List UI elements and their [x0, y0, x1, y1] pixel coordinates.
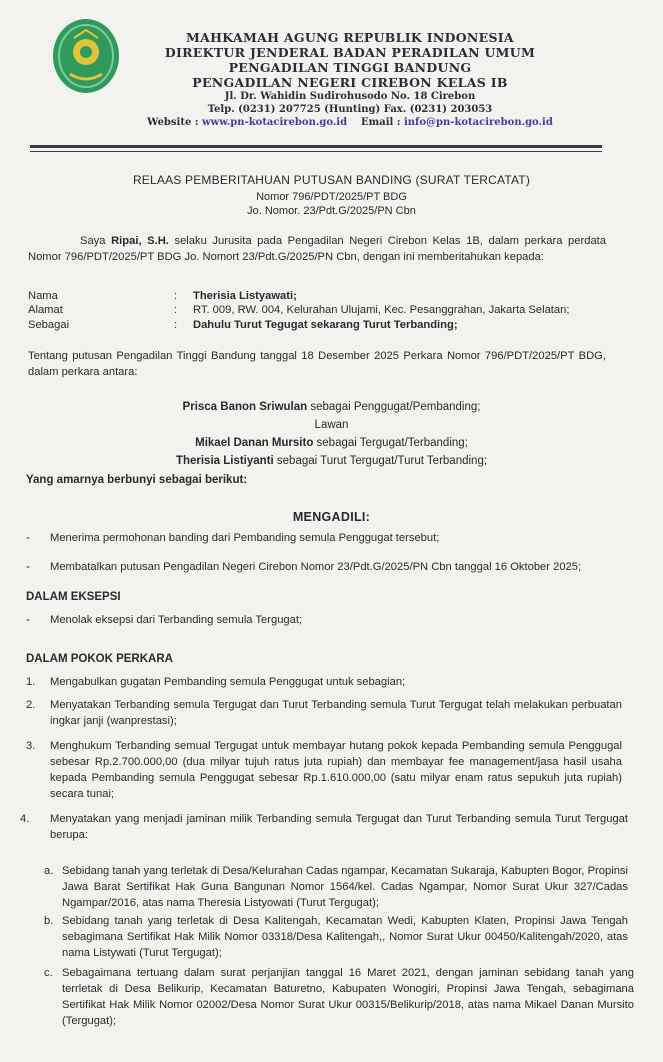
document-title: RELAAS PEMBERITAHUAN PUTUSAN BANDING (SURAT TERCATAT)	[132, 173, 531, 187]
party-2-role: sebagai Tergugat/Terbanding;	[313, 437, 468, 449]
pokok-item-4: Menyatakan yang menjadi jaminan milik Terbanding semula Tergugat dan Turut Terbanding semula Turut Tergugat berupa:	[50, 813, 628, 841]
pokok-item-2: Menyatakan Terbanding semula Tergugat dan Turut Terbanding semula Turut Tergugat telah melakukan perbuatan ingkar janji (wanprestasi);	[50, 699, 622, 727]
field-label: Sebagai	[28, 319, 70, 331]
email-label: Email :	[361, 117, 401, 128]
party-1-role: sebagai Penggugat/Pembanding;	[307, 401, 481, 413]
website-label: Website :	[147, 117, 199, 128]
pokok-num: 1.	[26, 676, 36, 688]
sub-letter: c.	[44, 967, 53, 979]
pokok-num: 3.	[26, 740, 36, 752]
bailiff-name: Ripai, S.H.	[111, 235, 169, 247]
field-value: Therisia Listyawati;	[193, 290, 297, 302]
party-2	[0, 436, 663, 450]
pokok-heading: DALAM POKOK PERKARA	[26, 653, 173, 665]
case-number-jo: Jo. Nomor. 23/Pdt.G/2025/PN Cbn	[247, 205, 416, 217]
email-link[interactable]: info@pn-kotacirebon.go.id	[403, 117, 553, 128]
website-link[interactable]: www.pn-kotacirebon.go.id	[202, 117, 348, 128]
party-3-name: Therisia Listiyanti	[175, 455, 274, 467]
sub-item-c: Sebagaimana tertuang dalam surat perjanjian tanggal 16 Maret 2021, dengan jaminan sebidang tanah yang terrletak di Desa Belikurip, Kecamatan Baturetno, Kabupaten Wonogiri, Propinsi Jawa Tengah, sebagimana Sertifikat Hak Milik Nomor 02002/Desa Nomor Surat Ukur 00315/Belikurip/2018, atas nama Mikael Danan Mursito (Tergugat);	[62, 967, 634, 1027]
header-divider-thick	[30, 145, 602, 148]
letterhead-phone: Telp. (0231) 207725 (Hunting) Fax. (0231) 203053	[207, 104, 493, 115]
pokok-item-3: Menghukum Terbanding semual Tergugat untuk membayar hutang pokok kepada Pembanding semula Penggugal sebesar Rp.2.700.000,00 (dua milyar tujuh ratus juta rupiah) dan membayar fee management/jasa hasil usaha kepada Pembanding semula Penggugat sebesar Rp.1.610.000,00 (satu milyar enam ratus sepukuh juta rupiah) secara tunai;	[50, 740, 622, 800]
amar-heading: Yang amarnya berbunyi sebagai berikut:	[26, 474, 248, 486]
mengadili-item-1: Menerima permohonan banding dari Pembanding semula Penggugat tersebut;	[50, 532, 440, 544]
letterhead-address: Jl. Dr. Wahidin Sudirohusodo No. 18 Cirebon	[224, 91, 476, 102]
lawan: Lawan	[314, 419, 349, 431]
party-3-role: sebagai Turut Tergugat/Turut Terbanding;	[273, 455, 488, 467]
letterhead-web	[100, 116, 600, 129]
letterhead	[100, 30, 600, 129]
letterhead-line2: DIREKTUR JENDERAL BADAN PERADILAN UMUM	[164, 45, 536, 60]
field-value: Dahulu Turut Tegugat sekarang Turut Terbanding;	[193, 319, 458, 331]
sub-letter: a.	[44, 865, 54, 877]
eksepsi-heading: DALAM EKSEPSI	[26, 591, 121, 603]
intro-pre: Saya	[80, 235, 112, 247]
pokok-num: 2.	[26, 699, 36, 711]
sub-letter: b.	[44, 915, 54, 927]
mengadili-item-2: Membatalkan putusan Pengadilan Negeri Cirebon Nomor 23/Pdt.G/2025/PN Cbn tanggal 16 Oktober 2025;	[50, 561, 582, 573]
letterhead-line3: PENGADILAN TINGGI BANDUNG	[228, 60, 472, 75]
pokok-num: 4.	[20, 813, 30, 825]
letterhead-line1: MAHKAMAH AGUNG REPUBLIK INDONESIA	[186, 30, 514, 45]
party-1-name: Prisca Banon Sriwulan	[182, 401, 308, 413]
case-number: Nomor 796/PDT/2025/PT BDG	[256, 191, 407, 203]
sub-item-a: Sebidang tanah yang terletak di Desa/Kelurahan Cadas ngampar, Kecamatan Sukaraja, Kabupten Bogor, Propinsi Jawa Barat Sertifikat Hak Guna Bangunan Nomor 1564/kel. Cadas Ngampar, Nomor Surat Ukur 327/Cadas Ngampar/2016, atas nama Theresia Listyowati (Turut Tergugat);	[62, 865, 628, 909]
party-2-name: Mikael Danan Mursito	[195, 437, 314, 449]
intro-post: selaku Jurusita pada Pengadilan Negeri Cirebon Kelas 1B, dalam perkara perdata Nomor 796/PDT/2025/PT BDG Jo. Nomort 23/Pdt.G/2025/PN Cbn, dengan ini memberitahukan kepada:	[28, 235, 607, 263]
field-value: RT. 009, RW. 004, Kelurahan Ulujami, Kec. Pesanggrahan, Jakarta Selatan;	[193, 304, 570, 316]
field-label: Alamat	[28, 304, 63, 316]
document-page: MAHKAMAH AGUNG REPUBLIK INDONESIA DIREKTUR JENDERAL BADAN PERADILAN UMUM PENGADILAN TINGGI BANDUNG PENGADILAN NEGERI CIREBON KELAS IB Jl. Dr. Wahidin Sudirohusodo No. 18 Cirebon Telp. (0231) 207725 (Hunting) Fax. (0231) 203053 Website : www.pn-kotacirebon.go.id Email : info@pn-kotacirebon.go.id RELAAS PEMBERITAHUAN PUTUSAN BANDING (SURAT TERCATAT) Nomor 796/PDT/2025/PT BDG Jo. Nomor. 23/Pdt.G/2025/PN Cbn Saya Ripai, S.H. selaku Jurusita pada Pengadilan Negeri Cirebon Kelas 1B, dalam perkara perdata Nomor 796/PDT/2025/PT BDG Jo. Nomort 23/Pdt.G/2025/PN Cbn, dengan ini memberitahukan kepada: Nama : Therisia Listyawati; Alamat : RT. 009, RW. 004, Kelurahan Ulujami, Kec. Pesanggrahan, Jakarta Selatan; Sebagai : Dahulu Turut Tegugat sekarang Turut Terbanding; Tentang putusan Pengadilan Tinggi Bandung tanggal 18 Desember 2025 Perkara Nomor 796/PDT/2025/PT BDG, dalam perkara antara: Prisca Banon Sriwulan sebagai Penggugat/Pembanding; Lawan Mikael Danan Mursito sebagai Tergugat/Terbanding; Therisia Listiyanti sebagai Turut Tergugat/Turut Terbanding; Yang amarnya berbunyi sebagai berikut: MENGADILI: - Menerima permohonan banding dari Pembanding semula Penggugat tersebut; - Membatalkan putusan Pengadilan Negeri Cirebon Nomor 23/Pdt.G/2025/PN Cbn tanggal 16 Oktober 2025; DALAM EKSEPSI - Menolak eksepsi dari Terbanding semula Tergugat; DALAM POKOK PERKARA 1. Mengabulkan gugatan Pembanding semula Penggugat untuk sebagian; 2. Menyatakan Terbanding semula Tergugat dan Turut Terbanding semula Turut Tergugat telah melakukan perbuatan ingkar janji (wanprestasi); 3. Menghukum Terbanding semual Tergugat untuk membayar hutang pokok kepada Pembanding semula Penggugal sebesar Rp.2.700.000,00 (dua milyar tujuh ratus juta rupiah) dan membayar fee management/jasa hasil usaha kepada Pembanding semula Penggugat sebesar Rp.1.610.000,00 (satu milyar enam ratus sepukuh juta rupiah) secara tunai; 4. Menyatakan yang menjadi jaminan milik Terbanding semula Tergugat dan Turut Terbanding semula Turut Tergugat berupa: a. Sebidang tanah yang terletak di Desa/Kelurahan Cadas ngampar, Kecamatan Sukaraja, Kabupten Bogor, Propinsi Jawa Barat Sertifikat Hak Guna Bangunan Nomor 1564/kel. Cadas Ngampar, Nomor Surat Ukur 327/Cadas Ngampar/2016, atas nama Theresia Listyowati (Turut Tergugat); b. Sebidang tanah yang terletak di Desa Kalitengah, Kecamatan Wedi, Kabupten Klaten, Propinsi Jawa Tengah sebagimana Sertifikat Hak Milik Nomor 03318/Desa Kalitengah,, Nomor Surat Ukur 00450/Kalitengah/2020, atas nama Listywati (Turut Tergugat); c. Sebagaimana tertuang dalam surat perjanjian tanggal 16 Maret 2021, dengan jaminan sebidang tanah yang terrletak di Desa Belikurip, Kecamatan Baturetno, Kabupaten Wonogiri, Propinsi Jawa Tengah, sebagimana Sertifikat Hak Milik Nomor 02002/Desa Nomor Surat Ukur 00315/Belikurip/2018, atas nama Mikael Danan Mursito (Tergugat);	[0, 0, 663, 1062]
header-divider-thin	[30, 151, 602, 152]
intro-paragraph	[28, 233, 606, 265]
tentang-paragraph: Tentang putusan Pengadilan Tinggi Bandung tanggal 18 Desember 2025 Perkara Nomor 796/PDT/2025/PT BDG, dalam perkara antara:	[28, 350, 606, 378]
party-3	[0, 454, 663, 468]
mengadili-heading: MENGADILI:	[292, 510, 371, 524]
letterhead-line4: PENGADILAN NEGERI CIREBON KELAS IB	[192, 75, 508, 90]
party-1	[0, 400, 663, 414]
eksepsi-item-1: Menolak eksepsi dari Terbanding semula Tergugat;	[50, 614, 303, 626]
field-label: Nama	[28, 290, 58, 302]
pokok-item-1: Mengabulkan gugatan Pembanding semula Penggugat untuk sebagian;	[50, 676, 406, 688]
sub-item-b: Sebidang tanah yang terletak di Desa Kalitengah, Kecamatan Wedi, Kabupten Klaten, Propinsi Jawa Tengah sebagimana Sertifikat Hak Milik Nomor 03318/Desa Kalitengah,, Nomor Surat Ukur 00450/Kalitengah/2020, atas nama Listywati (Turut Tergugat);	[62, 915, 628, 959]
